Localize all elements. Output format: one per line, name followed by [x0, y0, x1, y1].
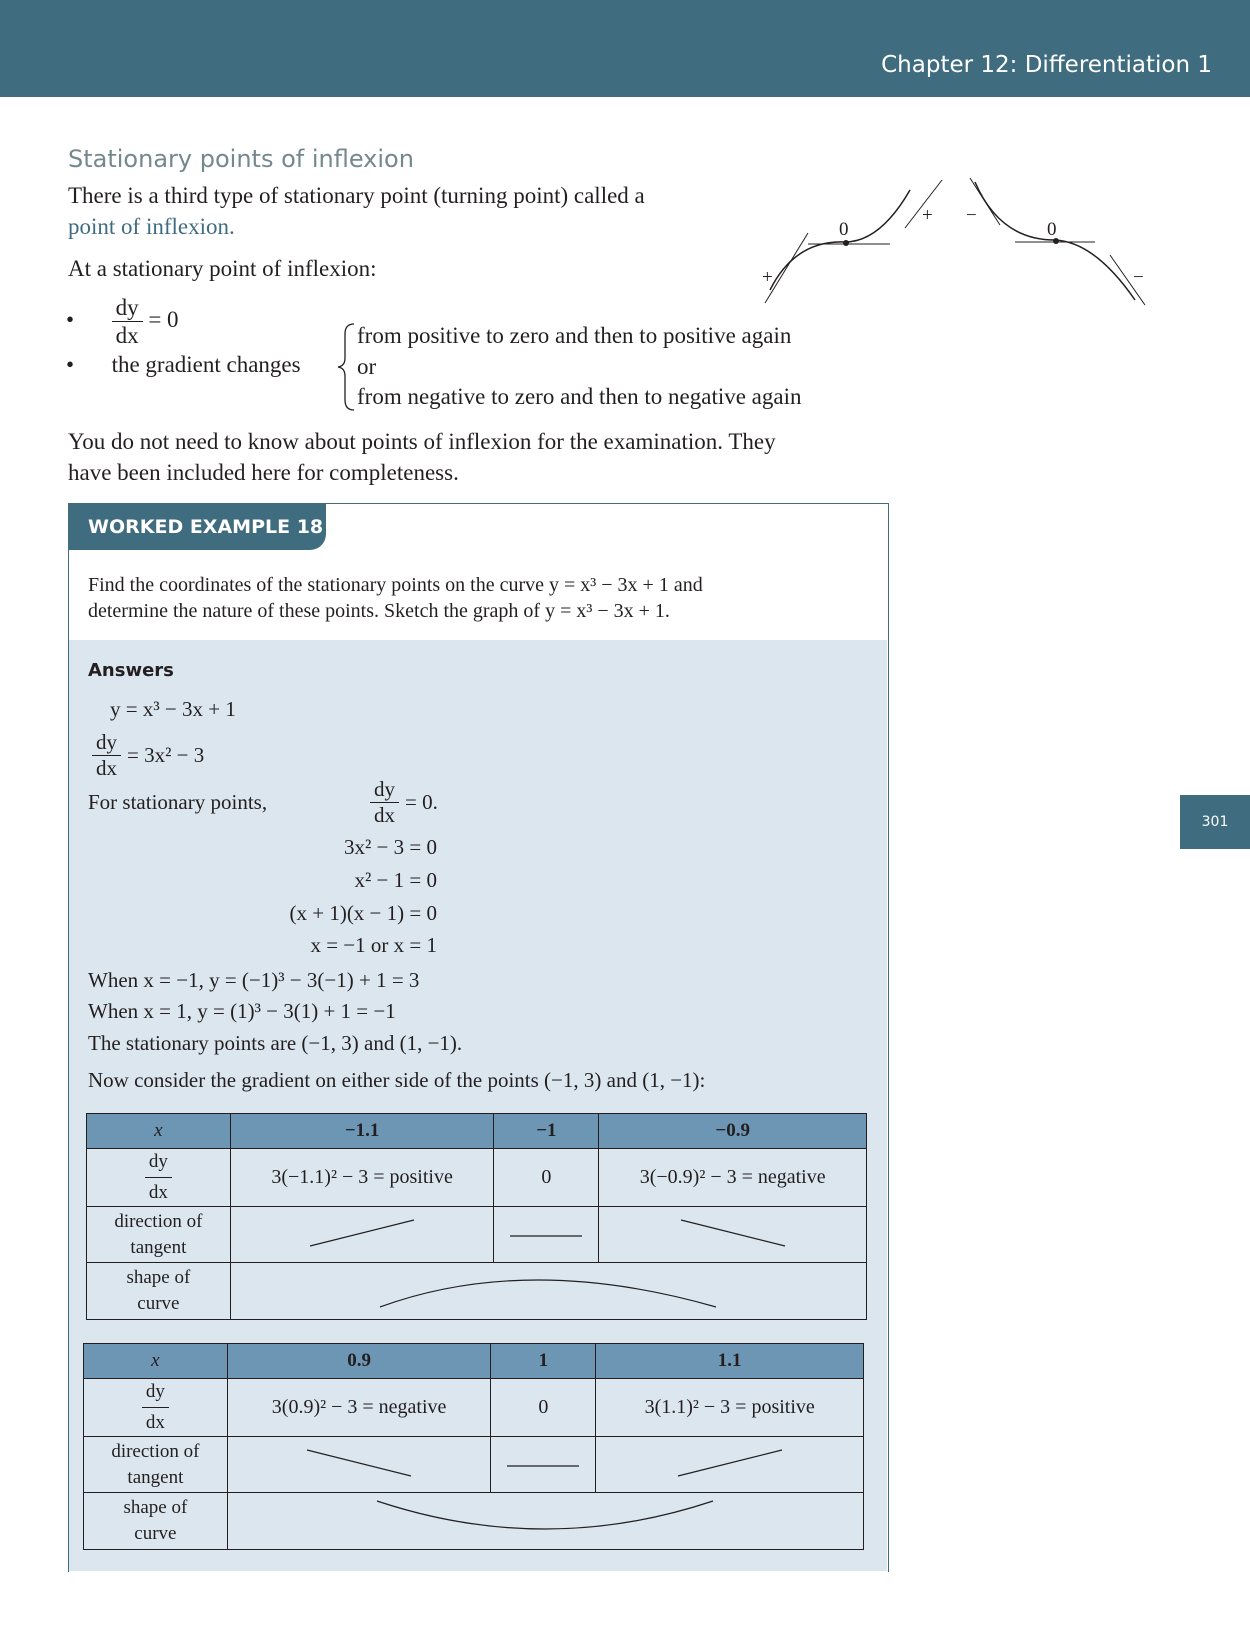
left-zero-label: 0	[839, 219, 849, 240]
stationary-points: The stationary points are (−1, 3) and (1, −1).	[88, 1031, 463, 1055]
fraction-numerator: dy	[92, 732, 121, 756]
table-cell: 3(1.1)² − 3 = positive	[596, 1379, 864, 1437]
tangent-cell	[227, 1437, 491, 1493]
header-left-value: 0.9	[227, 1344, 491, 1379]
fraction-numerator: dy	[145, 1149, 172, 1178]
shape-cell	[230, 1263, 866, 1320]
bullet-dot: •	[66, 306, 75, 332]
note-line-2: have been included here for completeness.	[68, 460, 459, 485]
step-4: x = −1 or x = 1	[310, 933, 437, 957]
tangent-cell	[494, 1207, 599, 1263]
left-plus-bottom-label: +	[762, 267, 773, 288]
direction-label-cell	[87, 1207, 231, 1263]
header-right-value: 1.1	[596, 1344, 864, 1379]
gradient-table-2	[83, 1343, 864, 1550]
tangent-up-icon	[670, 1442, 790, 1482]
direction-label-line1: direction of	[114, 1210, 203, 1232]
section-title: Stationary points of inflexion	[68, 145, 414, 173]
dydx-fraction	[142, 1379, 169, 1436]
stationary-condition	[370, 779, 438, 826]
rising-inflexion-diagram	[765, 180, 942, 303]
shape-label-line2: curve	[137, 1293, 180, 1314]
shape-label-line1: shape of	[126, 1267, 191, 1288]
dydx-fraction	[112, 296, 143, 347]
gradient-table-1	[86, 1113, 867, 1320]
table-cell: 0	[491, 1379, 596, 1437]
bullet-2	[66, 349, 301, 380]
direction-label-line1: direction of	[111, 1440, 200, 1462]
page-number-tab	[1180, 795, 1250, 849]
tangent-cell	[599, 1207, 867, 1263]
fraction-denominator: dx	[374, 803, 395, 827]
tangent-cell	[491, 1437, 596, 1493]
chapter-title: Chapter 12: Differentiation 1	[881, 52, 1212, 78]
left-plus-top-label: +	[922, 205, 933, 226]
shape-label-line1: shape of	[123, 1497, 188, 1518]
header-x: x	[84, 1344, 228, 1379]
header-right-value: −0.9	[599, 1114, 867, 1149]
tangent-cell	[230, 1207, 494, 1263]
table-cell: 3(−1.1)² − 3 = positive	[230, 1149, 494, 1207]
chapter-header	[0, 0, 1250, 97]
shape-label-cell	[84, 1493, 228, 1550]
table-row-direction	[84, 1437, 864, 1493]
bullet-dot: •	[66, 352, 75, 377]
dydx-label-cell	[84, 1379, 228, 1437]
fraction-denominator: dx	[148, 1182, 168, 1203]
inflexion-diagrams	[750, 170, 1170, 320]
fraction-denominator: dx	[145, 1412, 165, 1433]
fraction-numerator: dy	[370, 779, 399, 803]
table-row-shape	[87, 1263, 867, 1320]
intro-term: point of inflexion.	[68, 214, 235, 239]
direction-label-line2: tangent	[130, 1236, 187, 1258]
worked-example-tab: WORKED EXAMPLE 18	[68, 503, 326, 550]
falling-inflexion-diagram	[970, 178, 1145, 305]
shape-label-cell	[87, 1263, 231, 1320]
maximum-curve-icon	[368, 1263, 728, 1313]
direction-label-line2: tangent	[127, 1466, 184, 1488]
tangent-flat-icon	[503, 1442, 583, 1482]
fraction-numerator: dy	[142, 1379, 169, 1408]
header-left-value: −1.1	[230, 1114, 494, 1149]
note-line-1: You do not need to know about points of inflexion for the examination. They	[68, 429, 776, 454]
step-3: (x + 1)(x − 1) = 0	[289, 901, 437, 925]
fraction-denominator: dx	[96, 756, 117, 780]
equation-curve: y = x³ − 3x + 1	[110, 697, 236, 721]
table-header-row	[87, 1114, 867, 1149]
consider-text: Now consider the gradient on either side of the points (−1, 3) and (1, −1):	[88, 1068, 706, 1092]
case-positive: from positive to zero and then to positive again	[357, 323, 792, 348]
header-point-value: −1	[494, 1114, 599, 1149]
answers-label: Answers	[88, 660, 174, 681]
when-plus-one: When x = 1, y = (1)³ − 3(1) + 1 = −1	[88, 999, 396, 1023]
step-2: x² − 1 = 0	[354, 868, 437, 892]
case-negative: from negative to zero and then to negative again	[357, 384, 802, 409]
minimum-curve-icon	[365, 1493, 725, 1543]
stationary-label: For stationary points,	[88, 790, 268, 814]
dydx-label-cell	[87, 1149, 231, 1207]
question-line-2: determine the nature of these points. Sketch the graph of y = x³ − 3x + 1.	[88, 600, 670, 622]
page-number: 301	[1201, 814, 1229, 830]
table-row-dydx	[87, 1149, 867, 1207]
table-row-direction	[87, 1207, 867, 1263]
at-point-text: At a stationary point of inflexion:	[68, 256, 377, 281]
table-row-shape	[84, 1493, 864, 1550]
step-1: 3x² − 3 = 0	[344, 835, 437, 859]
right-zero-label: 0	[1047, 219, 1057, 240]
fraction-denominator: dx	[115, 323, 139, 348]
when-minus-one: When x = −1, y = (−1)³ − 3(−1) + 1 = 3	[88, 968, 420, 992]
tangent-down-icon	[299, 1442, 419, 1482]
direction-label-cell	[84, 1437, 228, 1493]
dydx-fraction	[370, 779, 399, 826]
curly-brace	[336, 322, 358, 412]
derivative-line	[92, 732, 204, 779]
shape-label-line2: curve	[134, 1523, 177, 1544]
table-cell: 0	[494, 1149, 599, 1207]
table-cell: 3(−0.9)² − 3 = negative	[599, 1149, 867, 1207]
derivative-rhs: = 3x² − 3	[127, 743, 205, 767]
right-minus-bottom-label: −	[1133, 267, 1144, 288]
bullet2-text: the gradient changes	[111, 352, 301, 377]
case-or: or	[357, 354, 377, 379]
right-minus-top-label: −	[966, 205, 977, 226]
dydx-fraction	[145, 1149, 172, 1206]
tangent-cell	[596, 1437, 864, 1493]
tangent-flat-icon	[506, 1212, 586, 1252]
table-cell: 3(0.9)² − 3 = negative	[227, 1379, 491, 1437]
fraction-numerator: dy	[112, 296, 143, 322]
header-x: x	[87, 1114, 231, 1149]
tangent-down-icon	[673, 1212, 793, 1252]
bullet-1	[66, 296, 179, 347]
header-point-value: 1	[491, 1344, 596, 1379]
stationary-rhs: = 0.	[405, 790, 438, 814]
bullet1-rhs: = 0	[148, 306, 179, 332]
tangent-up-icon	[302, 1212, 422, 1252]
question-line-1: Find the coordinates of the stationary points on the curve y = x³ − 3x + 1 and	[88, 574, 703, 596]
intro-line: There is a third type of stationary point (turning point) called a	[68, 183, 645, 208]
table-row-dydx	[84, 1379, 864, 1437]
table-header-row	[84, 1344, 864, 1379]
dydx-fraction	[92, 732, 121, 779]
shape-cell	[227, 1493, 863, 1550]
